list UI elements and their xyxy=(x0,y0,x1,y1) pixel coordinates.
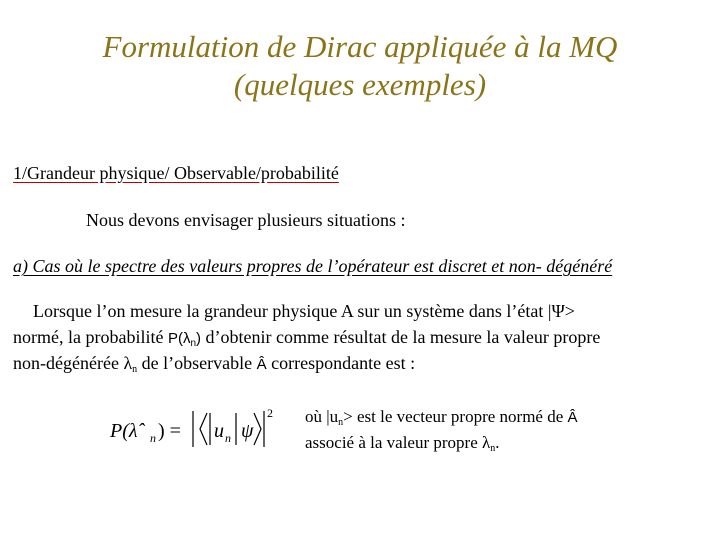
formula-exponent: 2 xyxy=(267,406,273,420)
un-ket-open: |u xyxy=(326,407,339,426)
note-lambda-subscript: n xyxy=(490,443,496,454)
probability-formula xyxy=(108,405,278,453)
case-a-line-3 xyxy=(13,351,713,382)
section-heading: 1/Grandeur physique/ Observable/probabilité xyxy=(13,163,339,183)
operator-symbol: Â xyxy=(256,356,267,373)
case-a-line-1-text: Lorsque l’on mesure la grandeur physique A sur un système dans l’état xyxy=(33,301,548,321)
note-line-2-end: . xyxy=(495,433,500,452)
probability-symbol xyxy=(168,330,201,347)
un-ket-close: > xyxy=(343,407,353,426)
formula-bra-subscript: n xyxy=(225,431,231,445)
formula-bra: u xyxy=(214,420,224,442)
note-operator-symbol: Â xyxy=(567,409,578,426)
probability-subscript: n xyxy=(190,338,197,349)
psi-ket: |Ψ> xyxy=(547,301,575,321)
bra-angle xyxy=(200,413,207,445)
case-a-line-3-start: non-dégénérée xyxy=(13,353,124,373)
title-line-1: Formulation de Dirac appliquée à la MQ xyxy=(102,29,618,64)
case-a-line-3-mid: de l’observable xyxy=(137,353,257,373)
section-intro: Nous devons envisager plusieurs situations : xyxy=(86,210,406,230)
note-lambda-symbol: λ xyxy=(482,433,491,452)
formula-ket: ψ xyxy=(241,420,254,442)
formula-lhs-close: ) = xyxy=(158,420,181,442)
lambda-symbol: λ xyxy=(123,353,133,373)
ket-angle xyxy=(254,413,261,445)
slide-title xyxy=(0,28,720,104)
title-line-2: (quelques exemples) xyxy=(233,67,487,102)
probability-symbol-text: P(λ xyxy=(167,330,191,347)
note-line-2 xyxy=(305,431,500,461)
formula-lhs-subscript: n xyxy=(150,431,156,445)
note-line-1-start: où xyxy=(305,407,327,426)
case-a-line-3-end: correspondante est : xyxy=(266,353,416,373)
case-a-line-1 xyxy=(33,299,713,324)
case-a-line-2-rest: d’obtenir comme résultat de la mesure la valeur propre xyxy=(201,327,601,347)
formula-lhs: P(λ̂ xyxy=(110,420,138,442)
case-a-heading: a) Cas où le spectre des valeurs propres de l’opérateur est discret et non- dégénéré xyxy=(13,256,613,276)
case-a-line-2-start: normé, la probabilité xyxy=(13,327,168,347)
note-line-2-start: associé à la valeur propre xyxy=(305,433,482,452)
note-line-1-rest: est le vecteur propre normé de xyxy=(352,407,568,426)
probability-close: ) xyxy=(196,330,202,347)
un-ket-subscript: n xyxy=(338,417,344,428)
lambda-subscript: n xyxy=(132,364,138,375)
